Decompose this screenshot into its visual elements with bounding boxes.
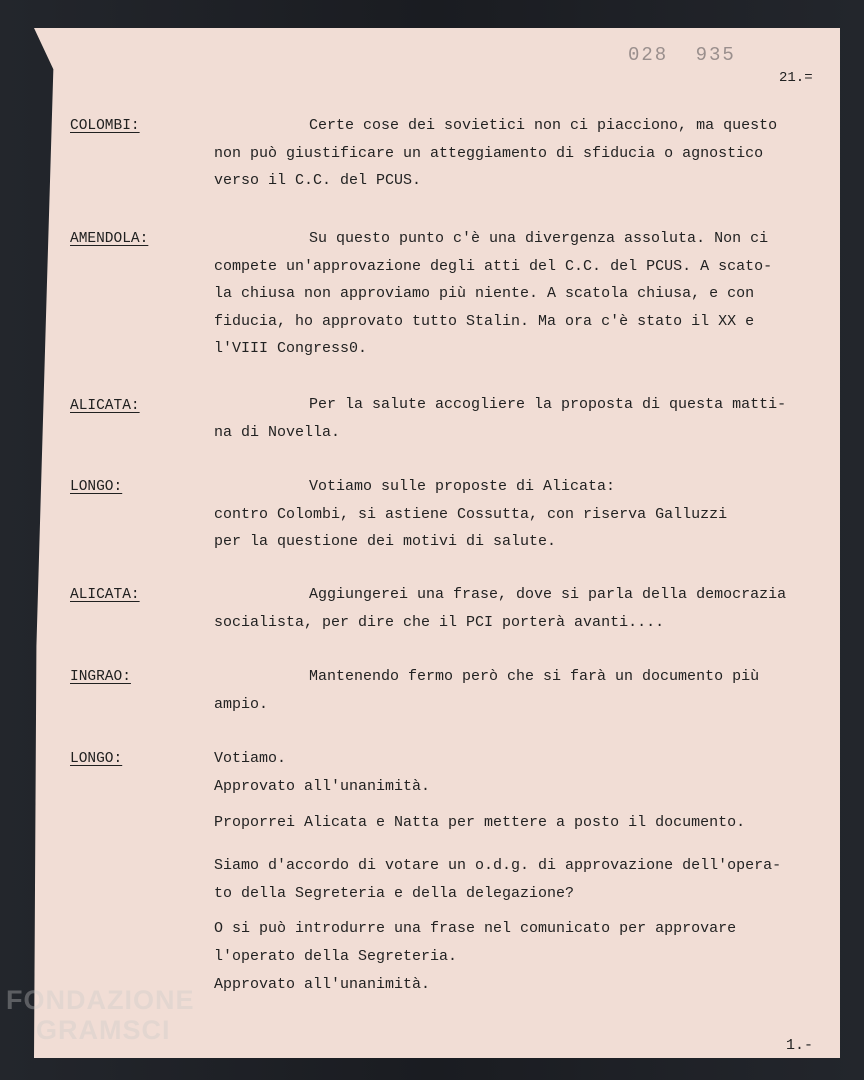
speaker-label: ALICATA: [70, 398, 140, 414]
speech-paragraph: Votiamo. Approvato all'unanimità. [214, 750, 431, 795]
archive-number: 028 935 [628, 44, 736, 66]
speech-paragraph: Votiamo sulle proposte di Alicata: contro Colombi, si astiene Cossutta, con riserva Galluzzi per la questione dei motivi di salute. [214, 478, 728, 550]
speaker-label: LONGO: [70, 751, 123, 767]
speech-paragraph: Per la salute accogliere la proposta di questa matti- na di Novella. [214, 396, 787, 441]
speech-paragraph: Approvato all'unanimità. [214, 976, 431, 993]
speaker-label: INGRAO: [70, 669, 131, 685]
speech-paragraph: Certe cose dei sovietici non ci piacciono, ma questo non può giustificare un atteggiamento di sfiducia o agnostico verso il C.C. del PCUS. [214, 117, 778, 189]
speech-paragraph: O si può introdurre una frase nel comunicato per approvare l'operato della Segreteria. [214, 920, 737, 965]
page-number: 21.= [779, 70, 813, 86]
speaker-label: COLOMBI: [70, 118, 140, 134]
watermark-line: GRAMSCI [36, 1015, 171, 1045]
speech-paragraph: Proporrei Alicata e Natta per mettere a posto il documento. [214, 814, 746, 831]
speaker-label: AMENDOLA: [70, 231, 149, 247]
speaker-label: ALICATA: [70, 587, 140, 603]
watermark-line: FONDAZIONE [6, 985, 195, 1015]
speech-paragraph: Siamo d'accordo di votare un o.d.g. di approvazione dell'opera- to della Segreteria e della delegazione? [214, 857, 782, 902]
speech-paragraph: Mantenendo fermo però che si farà un documento più ampio. [214, 668, 760, 713]
fondazione-gramsci-watermark [6, 985, 195, 1045]
speech-paragraph: Aggiungerei una frase, dove si parla della democrazia socialista, per dire che il PCI porterà avanti.... [214, 586, 787, 631]
speaker-label: LONGO: [70, 479, 123, 495]
speech-paragraph: Su questo punto c'è una divergenza assoluta. Non ci compete un'approvazione degli atti del C.C. del PCUS. A scato- la chiusa non approviamo più niente. A scatola chiusa, e con fiducia, ho approvato tutto Stalin. Ma ora c'è stato il XX e l'VIII Congress0. [214, 230, 773, 357]
page-end-mark: 1.- [786, 1037, 814, 1054]
